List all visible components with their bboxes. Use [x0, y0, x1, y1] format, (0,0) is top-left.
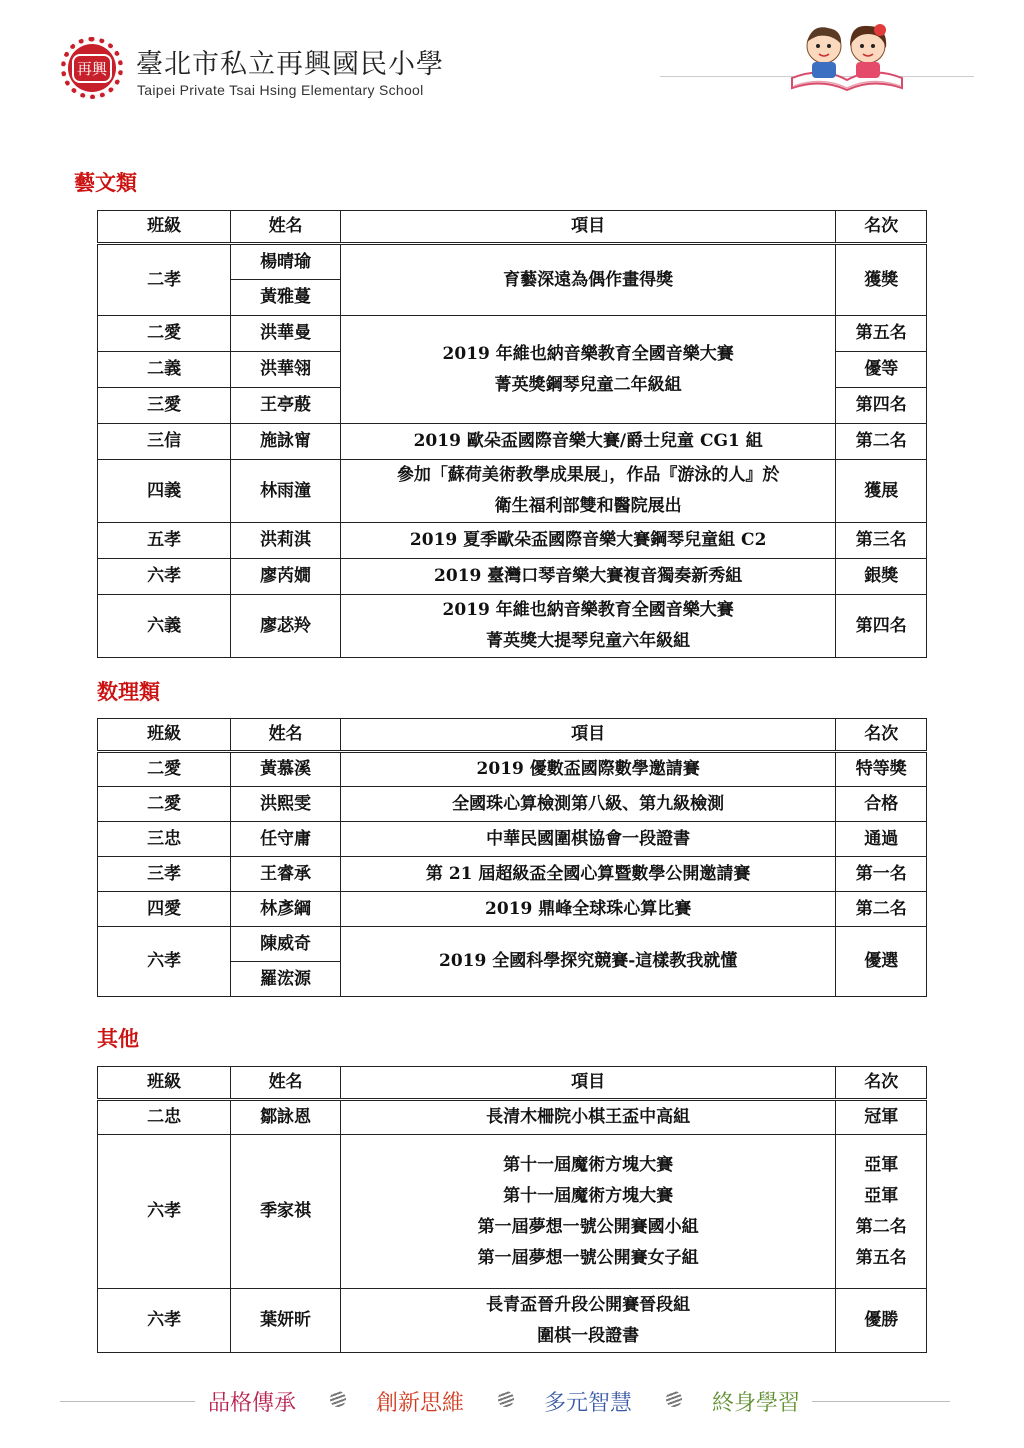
table-row — [98, 316, 927, 352]
cell-name: 施詠甯 — [231, 424, 341, 460]
cell-name: 林彥綱 — [231, 892, 341, 927]
other-awards-table — [97, 1066, 927, 1353]
cell-name: 鄒詠恩 — [231, 1100, 341, 1135]
rank-line: 亞軍 — [864, 1154, 899, 1175]
cell-class: 三孝 — [98, 857, 231, 892]
item-line: 衛生福利部雙和醫院展出 — [494, 496, 682, 516]
cell-class: 二忠 — [98, 1100, 231, 1135]
table-row — [98, 927, 927, 962]
cell-name: 葉妍昕 — [231, 1289, 341, 1353]
cell-class: 六孝 — [98, 927, 231, 997]
separator-icon — [666, 1391, 682, 1407]
cell-class: 六孝 — [98, 1135, 231, 1289]
item-line: 第一屆夢想一號公開賽女子組 — [477, 1247, 699, 1268]
item-line: 2019 年維也納音樂教育全國音樂大賽 — [442, 600, 734, 620]
cell-item: 第 21 屆超級盃全國心算暨數學公開邀請賽 — [340, 857, 835, 892]
cell-name: 洪華翎 — [231, 352, 341, 388]
rank-line: 第五名 — [855, 1247, 907, 1268]
footer-divider — [812, 1401, 950, 1402]
header-rank: 名次 — [836, 1067, 927, 1100]
cell-name: 楊晴瑜 — [231, 244, 341, 280]
table-row — [98, 857, 927, 892]
cell-class: 六義 — [98, 595, 231, 658]
cell-rank: 第四名 — [836, 388, 927, 424]
cell-item: 2019 歐朵盃國際音樂大賽/爵士兒童 CG1 組 — [340, 424, 835, 460]
section-title-arts: 藝文類 — [74, 170, 137, 195]
cell-rank: 冠軍 — [836, 1100, 927, 1135]
cell-rank: 特等獎 — [836, 752, 927, 787]
separator-icon — [330, 1391, 346, 1407]
motto-innovation: 創新思維 — [376, 1391, 465, 1416]
page-footer — [60, 1382, 960, 1422]
table-header-row — [98, 1067, 927, 1100]
cell-class: 二孝 — [98, 244, 231, 316]
cell-class: 三信 — [98, 424, 231, 460]
school-name-en: Taipei Private Tsai Hsing Elementary School — [137, 82, 424, 98]
item-line: 第十一屆魔術方塊大賽 — [503, 1154, 674, 1175]
page-header — [60, 36, 980, 106]
cell-class: 四義 — [98, 460, 231, 523]
cell-item: 2019 全國科學探究競賽-這樣教我就懂 — [340, 927, 835, 997]
cell-item — [340, 1289, 835, 1353]
kids-reading-illustration — [772, 16, 922, 98]
table-row — [98, 460, 927, 523]
math-awards-table — [97, 718, 927, 997]
cell-class: 二愛 — [98, 787, 231, 822]
cell-rank: 通過 — [836, 822, 927, 857]
header-class: 班級 — [98, 719, 231, 752]
logo-text: 再興 — [72, 54, 112, 83]
cell-name: 廖苾羚 — [231, 595, 341, 658]
table-row — [98, 1289, 927, 1353]
header-rank: 名次 — [836, 211, 927, 244]
cell-name: 王睿承 — [231, 857, 341, 892]
section-title-math: 数理類 — [97, 679, 160, 704]
cell-rank: 銀獎 — [836, 559, 927, 595]
cell-name: 林雨潼 — [231, 460, 341, 523]
cell-class: 二愛 — [98, 752, 231, 787]
cell-item: 全國珠心算檢測第八級、第九級檢測 — [340, 787, 835, 822]
cell-name: 陳威奇 — [231, 927, 341, 962]
table-row — [98, 424, 927, 460]
cell-name: 洪華曼 — [231, 316, 341, 352]
cell-class: 三愛 — [98, 388, 231, 424]
cell-class: 六孝 — [98, 1289, 231, 1353]
header-class: 班級 — [98, 1067, 231, 1100]
table-row — [98, 523, 927, 559]
school-logo — [64, 40, 120, 96]
motto-multiple-intelligence: 多元智慧 — [544, 1391, 633, 1416]
table-row — [98, 559, 927, 595]
footer-divider — [60, 1401, 195, 1402]
cell-item: 2019 臺灣口琴音樂大賽複音獨奏新秀組 — [340, 559, 835, 595]
motto-character: 品格傳承 — [208, 1391, 297, 1416]
cell-rank: 獲獎 — [836, 244, 927, 316]
cell-name: 洪莉淇 — [231, 523, 341, 559]
table-header-row — [98, 719, 927, 752]
rank-line: 亞軍 — [864, 1185, 899, 1206]
table-header-row — [98, 211, 927, 244]
cell-name: 羅浤源 — [231, 962, 341, 997]
item-line: 2019 年維也納音樂教育全國音樂大賽 — [442, 343, 734, 364]
cell-name: 黃雅蔓 — [231, 280, 341, 316]
item-line: 圍棋一段證書 — [537, 1325, 640, 1346]
cell-rank: 優選 — [836, 927, 927, 997]
table-row — [98, 822, 927, 857]
motto-lifelong-learning: 終身學習 — [712, 1391, 801, 1416]
table-row — [98, 244, 927, 280]
table-row — [98, 892, 927, 927]
cell-rank: 獲展 — [836, 460, 927, 523]
cell-name: 任守庸 — [231, 822, 341, 857]
cell-rank — [836, 1135, 927, 1289]
header-rank: 名次 — [836, 719, 927, 752]
cell-item: 中華民國圍棋協會一段證書 — [340, 822, 835, 857]
rank-line: 第二名 — [855, 1216, 907, 1237]
header-class: 班級 — [98, 211, 231, 244]
cell-rank: 合格 — [836, 787, 927, 822]
cell-item: 2019 鼎峰全球珠心算比賽 — [340, 892, 835, 927]
item-line: 第十一屆魔術方塊大賽 — [503, 1185, 674, 1206]
cell-item: 2019 優數盃國際數學邀請賽 — [340, 752, 835, 787]
header-name: 姓名 — [231, 719, 341, 752]
cell-rank: 第二名 — [836, 892, 927, 927]
cell-rank: 優勝 — [836, 1289, 927, 1353]
cell-name: 洪熙雯 — [231, 787, 341, 822]
cell-class: 六孝 — [98, 559, 231, 595]
item-line: 長青盃晉升段公開賽晉段組 — [486, 1294, 691, 1315]
cell-item: 長清木柵院小棋王盃中高組 — [340, 1100, 835, 1135]
section-title-other: 其他 — [97, 1026, 139, 1051]
table-row — [98, 752, 927, 787]
cell-name: 季家祺 — [231, 1135, 341, 1289]
cell-item — [340, 595, 835, 658]
cell-rank: 第四名 — [836, 595, 927, 658]
item-line: 菁英獎鋼琴兒童二年級組 — [494, 374, 682, 395]
cell-rank: 第五名 — [836, 316, 927, 352]
item-line: 菁英獎大提琴兒童六年級組 — [486, 631, 691, 651]
header-item: 項目 — [340, 719, 835, 752]
cell-name: 廖芮嫺 — [231, 559, 341, 595]
table-row — [98, 1100, 927, 1135]
header-item: 項目 — [340, 1067, 835, 1100]
cell-name: 黃慕溪 — [231, 752, 341, 787]
table-row — [98, 787, 927, 822]
cell-rank: 第二名 — [836, 424, 927, 460]
table-row — [98, 595, 927, 658]
school-name-zh: 臺北市私立再興國民小學 — [136, 49, 444, 80]
cell-item — [340, 460, 835, 523]
cell-item: 育藝深遠為偶作畫得獎 — [340, 244, 835, 316]
cell-class: 三忠 — [98, 822, 231, 857]
cell-item: 2019 夏季歐朵盃國際音樂大賽鋼琴兒童組 C2 — [340, 523, 835, 559]
cell-rank: 第三名 — [836, 523, 927, 559]
cell-class: 二義 — [98, 352, 231, 388]
cell-item — [340, 316, 835, 424]
item-line: 第一屆夢想一號公開賽國小組 — [477, 1216, 699, 1237]
header-name: 姓名 — [231, 211, 341, 244]
cell-class: 二愛 — [98, 316, 231, 352]
arts-awards-table — [97, 210, 927, 658]
header-item: 項目 — [340, 211, 835, 244]
cell-class: 五孝 — [98, 523, 231, 559]
header-name: 姓名 — [231, 1067, 341, 1100]
cell-rank: 第一名 — [836, 857, 927, 892]
separator-icon — [498, 1391, 514, 1407]
cell-name: 王亭蒑 — [231, 388, 341, 424]
cell-class: 四愛 — [98, 892, 231, 927]
cell-item — [340, 1135, 835, 1289]
table-row — [98, 1135, 927, 1289]
item-line: 參加「蘇荷美術教學成果展」，作品『游泳的人』於 — [396, 465, 780, 485]
cell-rank: 優等 — [836, 352, 927, 388]
